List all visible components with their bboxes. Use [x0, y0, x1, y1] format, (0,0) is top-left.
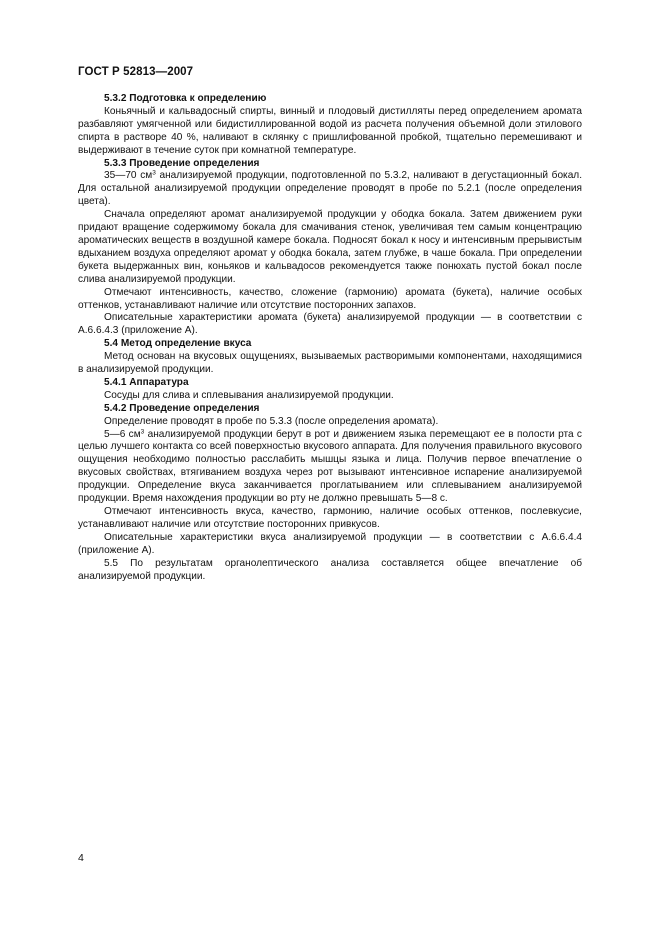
section-542-paragraph-1: Определение проводят в пробе по 5.3.3 (после определения аромата).: [104, 415, 439, 427]
section-54-paragraph: Метод основан на вкусовых ощущениях, вызываемых растворимыми компонентами, находящимися в анализируемой продукции.: [78, 351, 582, 376]
section-532-paragraph: Коньячный и кальвадосный спирты, винный и плодовый дистилляты перед определением аромата разбавляют умягченной или бидистиллированной водой из расчета получения объемной доли этилового спирта в растворе 40 %, наливают в склянку с пришлифованной пробкой, тщательно перемешивают и выдерживают в течение суток при комнатной температуре.: [78, 105, 582, 156]
section-533-title: 5.3.3 Проведение определения: [104, 157, 260, 169]
page-number: 4: [78, 852, 84, 864]
section-542-paragraph-2: [78, 429, 582, 506]
volume-range: 35—70 см: [104, 170, 153, 182]
cubic-superscript: 3: [140, 428, 145, 436]
volume-range: 5—6 см: [104, 428, 141, 440]
section-533-paragraph-1: [78, 170, 582, 209]
section-541-paragraph: Сосуды для слива и сплевывания анализируемой продукции.: [104, 389, 394, 401]
section-533-paragraph-2: Сначала определяют аромат анализируемой продукции у ободка бокала. Затем движением руки придают вращение содержимому бокала для смачивания стенок, увеличивая тем самым концентрацию ароматических веществ в воздушной камере бокала. Подносят бокал к носу и интенсивным прерывистым вдыханием воздуха определяют аромат у ободка бокала, затем глубже, в чаше бокала. При определении букета выдержанных вин, коньяков и кальвадосов рекомендуется также понюхать пустой бокал после слива анализируемой продукции.: [78, 209, 582, 285]
section-54-title: 5.4 Метод определение вкуса: [104, 338, 252, 350]
document-body: [78, 93, 582, 583]
paragraph-text: анализируемой продукции, подготовленной по 5.3.2, наливают в дегустационный бокал. Для остальной анализируемой продукции определение проводят в пробе по 5.2.1 (после определения цвета).: [78, 170, 582, 208]
section-533-paragraph-4: Описательные характеристики аромата (букета) анализируемой продукции — в соответствии с А.6.6.4.3 (приложение А).: [78, 312, 582, 337]
cubic-superscript: 3: [152, 169, 156, 177]
paragraph-text: анализируемой продукции берут в рот и движением языка перемещают ее в полости рта с целью лучшего контакта со всей поверхностью вкусового аппарата. Для получения правильного вкусового ощущения необходимо полностью расслабить мышцы языка и лица. Получив первое впечатление о вкусовых свойствах, втягиванием воздуха через рот вызывают интенсивное испарение анализируемой продукции. Определение вкуса заканчивается проглатыванием или сплевыванием анализируемой продукции. Время нахождения продукции во рту не должно превышать 5—8 с.: [78, 428, 582, 505]
section-533-paragraph-3: Отмечают интенсивность, качество, сложение (гармонию) аромата (букета), наличие особых оттенков, устанавливают наличие или отсутствие посторонних запахов.: [78, 286, 582, 311]
section-542-paragraph-3: Отмечают интенсивность вкуса, качество, гармонию, наличие особых оттенков, послевкусие, устанавливают наличие или отсутствие посторонних привкусов.: [78, 506, 582, 530]
section-55-paragraph: 5.5 По результатам органолептического анализа составляется общее впечатление об анализируемой продукции.: [78, 557, 582, 582]
section-532-title: 5.3.2 Подготовка к определению: [104, 93, 267, 104]
section-541-title: 5.4.1 Аппаратура: [104, 376, 189, 388]
document-header: ГОСТ Р 52813—2007: [78, 66, 194, 78]
section-542-paragraph-4: Описательные характеристики вкуса анализируемой продукции — в соответствии с А.6.6.4.4 (приложение А).: [78, 531, 582, 556]
section-542-title: 5.4.2 Проведение определения: [104, 402, 260, 414]
